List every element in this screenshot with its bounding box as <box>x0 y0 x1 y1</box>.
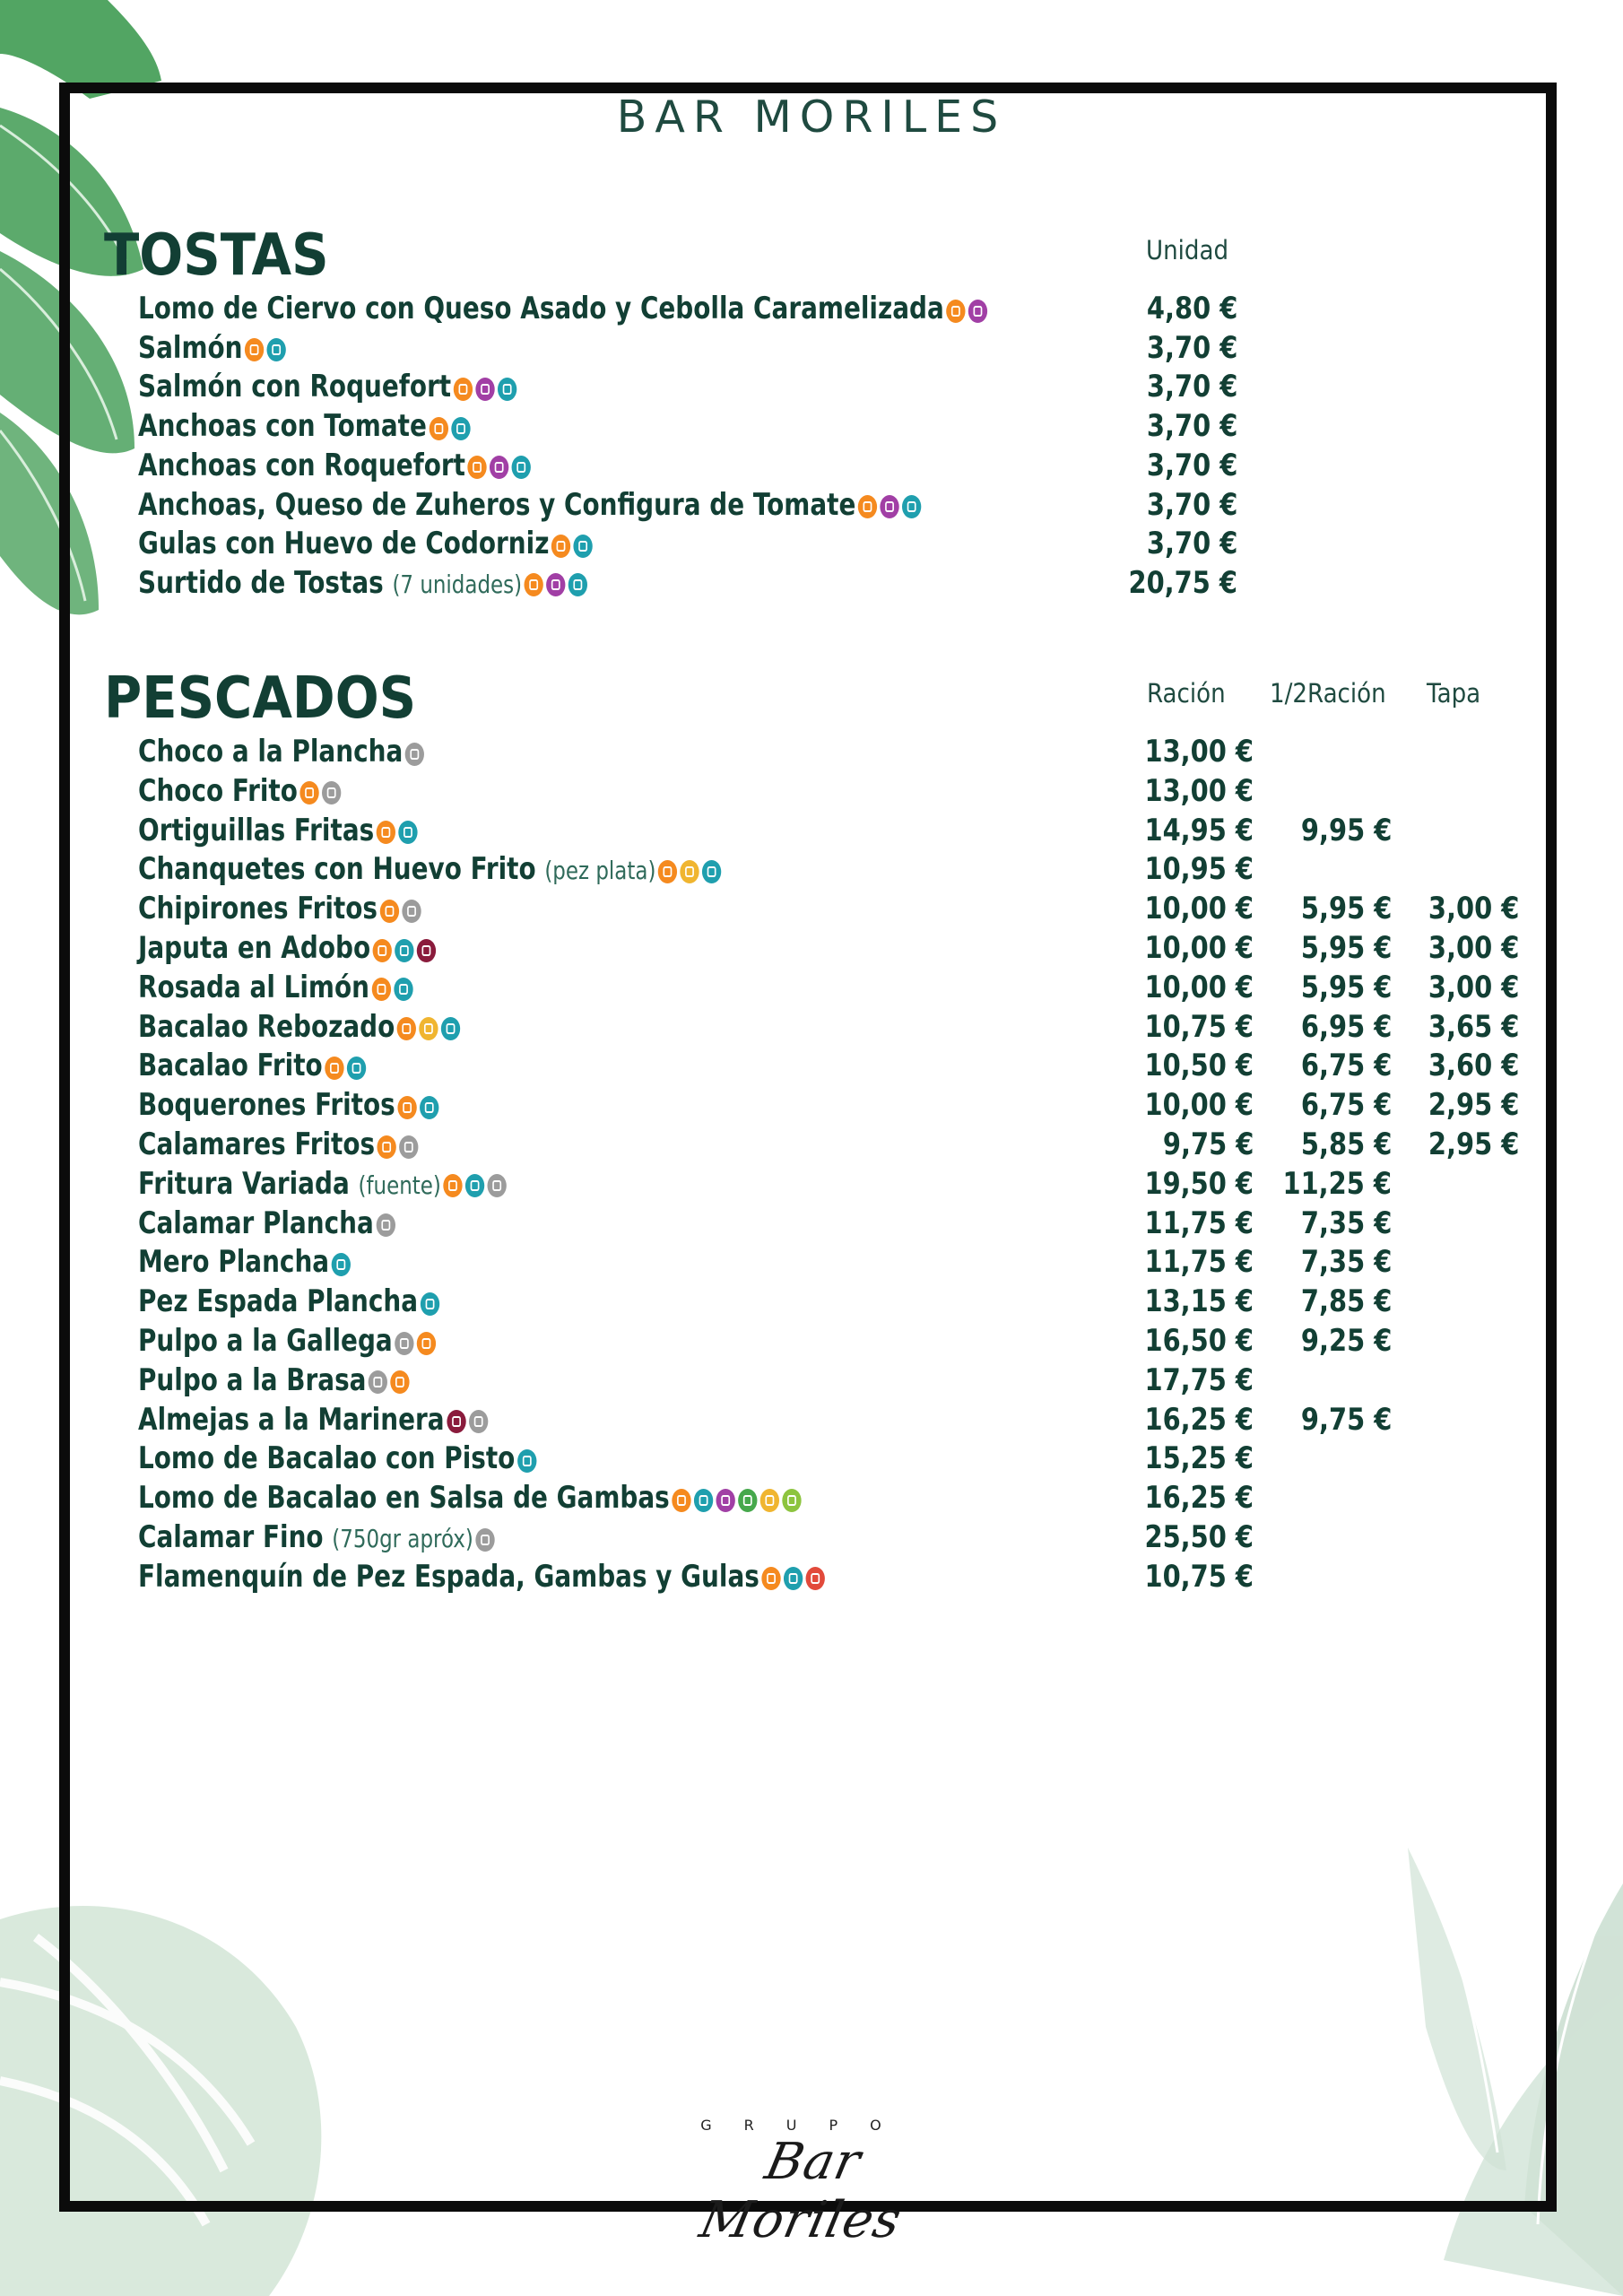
price-unidad: 20,75 € <box>1128 564 1237 601</box>
allergen-yellow-icon <box>419 1017 438 1040</box>
menu-item-row <box>0 564 1623 603</box>
dish-name: Anchoas con Tomate <box>138 408 427 445</box>
price-unidad: 4,80 € <box>1146 291 1237 326</box>
menu-item-name <box>138 1047 369 1086</box>
menu-item-row <box>0 1322 1623 1361</box>
dish-name: Pulpo a la Gallega <box>138 1323 393 1359</box>
allergen-icons <box>467 448 534 486</box>
allergen-green-icon <box>738 1489 757 1512</box>
menu-item-row <box>0 1165 1623 1204</box>
price-racion: 13,15 € <box>1144 1283 1254 1320</box>
price-media-racion: 5,95 € <box>1300 891 1392 927</box>
price-racion: 13,00 € <box>1144 734 1254 770</box>
allergen-grey-icon <box>402 900 421 923</box>
allergen-icons <box>395 1323 438 1361</box>
allergen-orange-icon <box>946 300 965 323</box>
price-racion: 10,95 € <box>1144 851 1254 888</box>
menu-item-row <box>0 368 1623 406</box>
price-racion: 10,50 € <box>1144 1048 1254 1084</box>
allergen-icons <box>376 1205 398 1244</box>
allergen-orange-icon <box>454 378 473 401</box>
allergen-teal-icon <box>465 1174 484 1197</box>
price-racion: 16,25 € <box>1144 1401 1254 1438</box>
allergen-icons <box>377 813 421 851</box>
menu-item-name <box>138 447 534 486</box>
dish-name: Bacalao Rebozado <box>138 1008 395 1045</box>
price-racion: 10,75 € <box>1144 1558 1254 1595</box>
dish-name: Pulpo a la Brasa <box>138 1361 367 1398</box>
allergen-icons <box>551 526 595 564</box>
price-media-racion: 7,85 € <box>1300 1283 1392 1320</box>
allergen-grey-icon <box>475 1528 494 1552</box>
column-header-unidad: Unidad <box>1146 235 1229 265</box>
allergen-orange-icon <box>858 495 877 518</box>
menu-item-name <box>138 1479 804 1518</box>
dish-name: Mero Plancha <box>138 1244 330 1281</box>
allergen-lime-icon <box>782 1489 801 1512</box>
allergen-yellow-icon <box>680 860 699 883</box>
menu-item-row <box>0 1283 1623 1321</box>
menu-item-row <box>0 969 1623 1007</box>
price-media-racion: 9,75 € <box>1300 1401 1392 1438</box>
menu-item-name <box>138 290 990 329</box>
menu-item-row <box>0 1008 1623 1047</box>
price-media-racion: 7,35 € <box>1300 1244 1392 1281</box>
menu-item-row <box>0 447 1623 485</box>
menu-item-row <box>0 1361 1623 1400</box>
menu-item-row <box>0 1047 1623 1085</box>
allergen-icons <box>525 565 591 604</box>
price-racion: 19,50 € <box>1144 1165 1254 1202</box>
price-tapa: 2,95 € <box>1428 1087 1519 1124</box>
allergen-teal-icon <box>451 417 470 440</box>
dish-name: Bacalao Frito <box>138 1048 323 1084</box>
section-title-pescados: PESCADOS <box>104 665 417 732</box>
section-title-tostas: TOSTAS <box>104 222 329 289</box>
dish-name: Choco Frito <box>138 772 298 809</box>
menu-item-row <box>0 1086 1623 1125</box>
allergen-teal-icon <box>394 978 412 1001</box>
allergen-teal-icon <box>398 821 417 844</box>
allergen-icons <box>858 487 924 526</box>
dish-name: Calamares Fritos <box>138 1126 376 1162</box>
dish-name: Choco a la Plancha <box>138 734 404 770</box>
allergen-grey-icon <box>376 1213 395 1237</box>
menu-item-row <box>0 1205 1623 1243</box>
price-unidad: 3,70 € <box>1146 526 1237 562</box>
price-unidad: 3,70 € <box>1146 408 1237 445</box>
allergen-orange-icon <box>551 535 570 558</box>
menu-item-name <box>138 1361 412 1401</box>
allergen-red-icon <box>806 1567 825 1590</box>
dish-name: Anchoas con Roquefort <box>138 447 466 483</box>
price-media-racion: 11,25 € <box>1282 1165 1392 1202</box>
dish-note: (fuente) <box>358 1170 441 1200</box>
menu-item-name <box>138 1126 421 1165</box>
allergen-orange-icon <box>377 821 395 844</box>
menu-item-name <box>138 407 473 447</box>
allergen-grey-icon <box>399 1135 418 1159</box>
menu-item-row <box>0 1479 1623 1518</box>
allergen-grey-icon <box>469 1410 488 1433</box>
allergen-grey-icon <box>488 1174 507 1197</box>
price-racion: 10,00 € <box>1144 1087 1254 1124</box>
allergen-teal-icon <box>420 1096 438 1119</box>
price-media-racion: 7,35 € <box>1300 1205 1392 1241</box>
menu-item-name <box>138 1439 539 1479</box>
allergen-icons <box>454 369 520 407</box>
logo-grupo-text: GRUPO <box>700 2117 914 2134</box>
allergen-grey-icon <box>405 743 424 766</box>
allergen-orange-icon <box>378 1135 396 1159</box>
allergen-orange-icon <box>417 1332 436 1355</box>
allergen-icons <box>397 1087 441 1126</box>
dish-name: Pez Espada Plancha <box>138 1283 419 1320</box>
price-racion: 11,75 € <box>1144 1205 1254 1241</box>
menu-item-name <box>138 929 438 969</box>
allergen-orange-icon <box>672 1489 690 1512</box>
allergen-icons <box>405 734 428 772</box>
menu-item-row <box>0 290 1623 328</box>
dish-note: (7 unidades) <box>392 569 523 599</box>
price-unidad: 3,70 € <box>1146 369 1237 405</box>
menu-item-name <box>138 850 725 890</box>
allergen-maroon-icon <box>447 1410 465 1433</box>
allergen-icons <box>371 970 415 1008</box>
allergen-orange-icon <box>443 1174 462 1197</box>
allergen-icons <box>325 1048 369 1086</box>
column-header-racion: Ración <box>1147 678 1226 709</box>
menu-item-name <box>138 368 519 407</box>
allergen-purple-icon <box>490 456 508 479</box>
menu-item-row <box>0 525 1623 563</box>
menu-item-row <box>0 929 1623 968</box>
menu-item-name <box>138 1008 464 1048</box>
allergen-teal-icon <box>395 939 413 962</box>
allergen-teal-icon <box>702 860 721 883</box>
allergen-yellow-icon <box>760 1489 779 1512</box>
allergen-teal-icon <box>694 1489 713 1512</box>
price-racion: 17,75 € <box>1144 1361 1254 1398</box>
price-racion: 25,50 € <box>1144 1519 1254 1555</box>
dish-name: Gulas con Huevo de Codorniz <box>138 526 550 562</box>
menu-item-name <box>138 1165 509 1205</box>
allergen-orange-icon <box>467 456 486 479</box>
price-media-racion: 6,95 € <box>1300 1008 1392 1045</box>
menu-item-row <box>0 407 1623 446</box>
dish-name: Rosada al Limón <box>138 969 369 1005</box>
menu-item-name <box>138 1322 438 1361</box>
dish-name: Lomo de Ciervo con Queso Asado y Cebolla Caramelizada <box>138 291 944 326</box>
allergen-maroon-icon <box>417 939 436 962</box>
price-tapa: 3,00 € <box>1428 930 1519 966</box>
price-tapa: 3,00 € <box>1428 969 1519 1005</box>
allergen-teal-icon <box>574 535 593 558</box>
menu-item-name <box>138 1518 498 1558</box>
dish-name: Flamenquín de Pez Espada, Gambas y Gulas <box>138 1558 759 1595</box>
menu-item-name <box>138 772 344 812</box>
allergen-icons <box>369 1362 412 1401</box>
allergen-teal-icon <box>902 495 921 518</box>
menu-item-name <box>138 1283 442 1322</box>
price-media-racion: 5,95 € <box>1300 930 1392 966</box>
menu-item-name <box>138 1558 828 1597</box>
column-header-media-racion: 1/2Ración <box>1270 678 1386 709</box>
allergen-grey-icon <box>322 781 341 804</box>
menu-item-row <box>0 1439 1623 1478</box>
allergen-orange-icon <box>391 1370 410 1394</box>
price-racion: 10,75 € <box>1144 1008 1254 1045</box>
dish-name: Salmón <box>138 329 243 366</box>
menu-item-name <box>138 525 595 564</box>
allergen-icons <box>672 1480 804 1518</box>
menu-item-row <box>0 1558 1623 1596</box>
allergen-teal-icon <box>332 1253 351 1276</box>
allergen-icons <box>373 930 439 969</box>
allergen-orange-icon <box>299 781 318 804</box>
dish-note: (pez plata) <box>544 856 656 886</box>
allergen-orange-icon <box>429 417 447 440</box>
menu-item-row <box>0 772 1623 811</box>
allergen-grey-icon <box>369 1370 387 1394</box>
allergen-orange-icon <box>525 573 543 596</box>
price-media-racion: 9,25 € <box>1300 1323 1392 1359</box>
menu-item-row <box>0 850 1623 889</box>
page-title: BAR MORILES <box>616 91 1007 143</box>
allergen-teal-icon <box>512 456 531 479</box>
allergen-icons <box>332 1244 354 1283</box>
menu-item-name <box>138 969 416 1008</box>
price-tapa: 3,60 € <box>1428 1048 1519 1084</box>
price-tapa: 3,00 € <box>1428 891 1519 927</box>
dish-note: (750gr apróx) <box>332 1524 473 1553</box>
allergen-icons <box>379 891 423 929</box>
dish-name: Japuta en Adobo <box>138 930 371 966</box>
price-unidad: 3,70 € <box>1146 329 1237 366</box>
menu-item-row <box>0 1518 1623 1557</box>
menu-item-row <box>0 890 1623 928</box>
dish-name: Salmón con Roquefort <box>138 369 452 405</box>
price-tapa: 2,95 € <box>1428 1126 1519 1162</box>
allergen-icons <box>475 1519 498 1558</box>
logo-script-text: Bar Moriles <box>694 2133 907 2249</box>
allergen-teal-icon <box>784 1567 803 1590</box>
allergen-orange-icon <box>371 978 390 1001</box>
allergen-icons <box>761 1559 828 1597</box>
allergen-purple-icon <box>546 573 565 596</box>
allergen-icons <box>946 291 990 329</box>
allergen-icons <box>517 1440 540 1479</box>
price-racion: 10,00 € <box>1144 930 1254 966</box>
allergen-teal-icon <box>517 1449 536 1473</box>
price-media-racion: 5,85 € <box>1300 1126 1392 1162</box>
allergen-teal-icon <box>498 378 516 401</box>
allergen-purple-icon <box>716 1489 734 1512</box>
price-racion: 15,25 € <box>1144 1440 1254 1477</box>
menu-item-row <box>0 812 1623 850</box>
allergen-grey-icon <box>395 1332 413 1355</box>
allergen-purple-icon <box>880 495 898 518</box>
allergen-orange-icon <box>245 338 264 361</box>
allergen-icons <box>443 1166 509 1205</box>
price-tapa: 3,65 € <box>1428 1008 1519 1045</box>
price-unidad: 3,70 € <box>1146 447 1237 483</box>
dish-name: Lomo de Bacalao en Salsa de Gambas <box>138 1480 670 1517</box>
price-racion: 10,00 € <box>1144 891 1254 927</box>
column-header-tapa: Tapa <box>1427 678 1481 709</box>
allergen-icons <box>245 330 289 369</box>
price-racion: 11,75 € <box>1144 1244 1254 1281</box>
allergen-icons <box>397 1009 464 1048</box>
menu-item-row <box>0 486 1623 525</box>
dish-name: Ortiguillas Fritas <box>138 812 375 848</box>
allergen-orange-icon <box>373 939 392 962</box>
allergen-orange-icon <box>397 1096 416 1119</box>
dish-name: Chanquetes con Huevo Frito <box>138 851 536 888</box>
allergen-icons <box>429 408 473 447</box>
menu-item-name <box>138 1243 353 1283</box>
dish-name: Surtido de Tostas <box>138 564 384 601</box>
price-media-racion: 6,75 € <box>1300 1048 1392 1084</box>
price-media-racion: 9,95 € <box>1300 812 1392 848</box>
allergen-teal-icon <box>568 573 587 596</box>
menu-item-name <box>138 1205 398 1244</box>
allergen-icons <box>658 851 725 890</box>
menu-item-name <box>138 486 924 526</box>
menu-item-row <box>0 733 1623 771</box>
allergen-icons <box>447 1402 490 1440</box>
price-media-racion: 5,95 € <box>1300 969 1392 1005</box>
price-media-racion: 6,75 € <box>1300 1087 1392 1124</box>
grupo-bar-moriles-logo <box>664 2117 950 2249</box>
menu-item-name <box>138 329 289 369</box>
allergen-teal-icon <box>267 338 286 361</box>
allergen-orange-icon <box>325 1057 343 1080</box>
allergen-teal-icon <box>441 1017 460 1040</box>
allergen-icons <box>378 1126 421 1165</box>
dish-name: Boquerones Fritos <box>138 1087 395 1124</box>
allergen-orange-icon <box>379 900 398 923</box>
menu-item-name <box>138 733 427 772</box>
menu-item-name <box>138 812 421 851</box>
allergen-purple-icon <box>475 378 494 401</box>
menu-item-name <box>138 1401 490 1440</box>
menu-item-row <box>0 329 1623 368</box>
allergen-teal-icon <box>420 1292 438 1316</box>
price-racion: 10,00 € <box>1144 969 1254 1005</box>
dish-name: Calamar Fino <box>138 1519 324 1555</box>
price-racion: 16,25 € <box>1144 1480 1254 1517</box>
allergen-orange-icon <box>658 860 677 883</box>
price-racion: 9,75 € <box>1162 1126 1254 1162</box>
dish-name: Lomo de Bacalao con Pisto <box>138 1440 516 1477</box>
price-racion: 14,95 € <box>1144 812 1254 848</box>
menu-item-name <box>138 564 590 604</box>
price-unidad: 3,70 € <box>1146 486 1237 523</box>
menu-item-row <box>0 1243 1623 1282</box>
dish-name: Chipirones Fritos <box>138 891 378 927</box>
dish-name: Fritura Variada <box>138 1165 350 1202</box>
menu-item-name <box>138 890 424 929</box>
dish-name: Calamar Plancha <box>138 1205 374 1241</box>
dish-name: Almejas a la Marinera <box>138 1401 445 1438</box>
dish-name: Anchoas, Queso de Zuheros y Configura de Tomate <box>138 486 856 523</box>
price-racion: 13,00 € <box>1144 772 1254 809</box>
price-racion: 16,50 € <box>1144 1323 1254 1359</box>
menu-item-row <box>0 1401 1623 1439</box>
allergen-orange-icon <box>761 1567 780 1590</box>
allergen-icons <box>420 1283 442 1322</box>
menu-item-name <box>138 1086 441 1126</box>
menu-item-row <box>0 1126 1623 1164</box>
allergen-icons <box>299 773 343 812</box>
allergen-teal-icon <box>347 1057 366 1080</box>
allergen-purple-icon <box>968 300 987 323</box>
allergen-orange-icon <box>397 1017 416 1040</box>
